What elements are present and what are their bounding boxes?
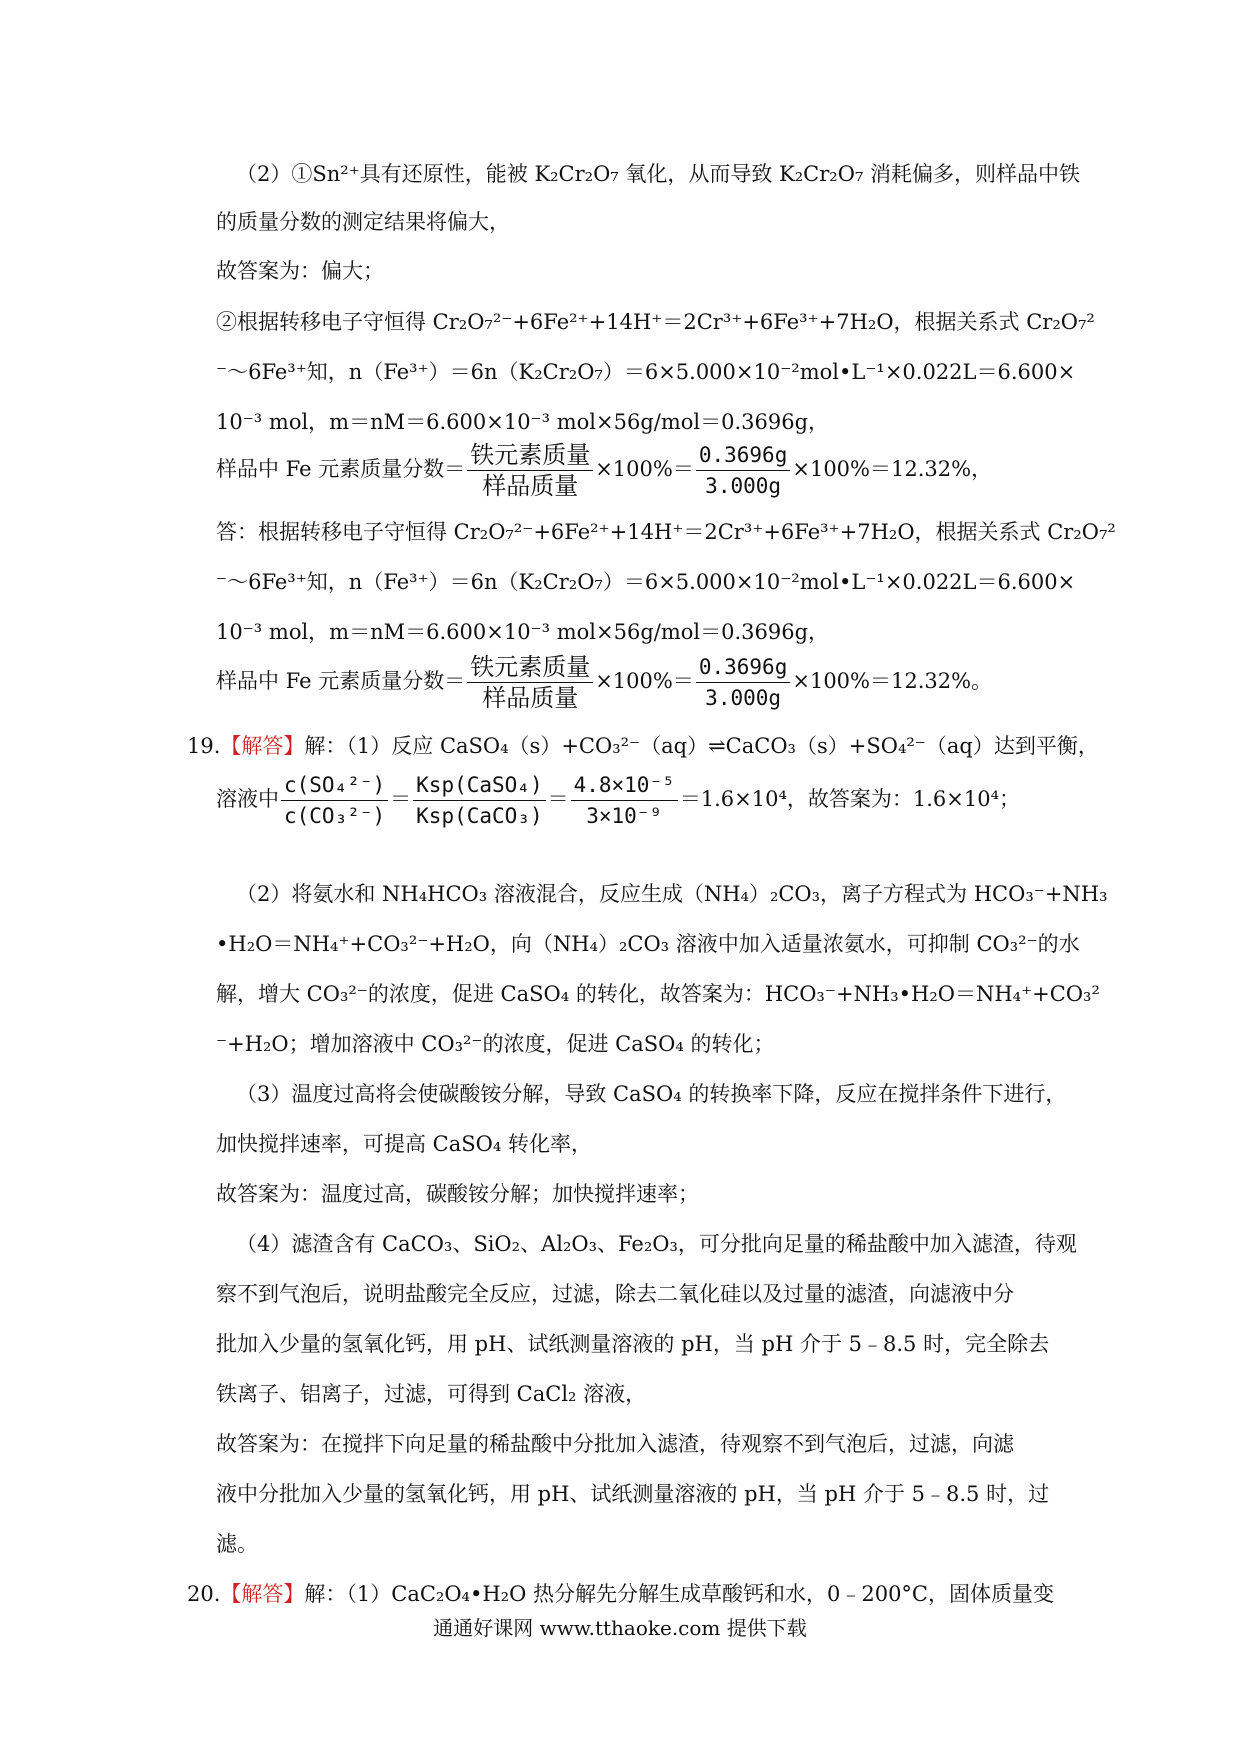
text-line: 解，增大 CO₃²⁻的浓度，促进 CaSO₄ 的转化，故答案为：HCO₃⁻+NH₃•H₂O＝NH₄⁺+CO₃²	[216, 982, 1100, 1006]
fe-fraction-line-2: 样品中 Fe 元素质量分数＝ $\frac{\text{铁元素质量}}{\text{样品质量}}$ ×100%＝ $\frac{0.3696g}{3.000g}$ ×100%＝12.32%。	[216, 653, 993, 712]
text-line: ②根据转移电子守恒得 Cr₂O₇²⁻+6Fe²⁺+14H⁺＝2Cr³⁺+6Fe³⁺+7H₂O，根据关系式 Cr₂O₇²	[216, 310, 1095, 334]
text-line: 的质量分数的测定结果将偏大，	[216, 210, 510, 234]
text-line: 察不到气泡后，说明盐酸完全反应，过滤，除去二氧化硅以及过量的滤渣，向滤液中分	[216, 1282, 1014, 1306]
text-line: 铁离子、铝离子，过滤，可得到 CaCl₂ 溶液，	[216, 1382, 647, 1406]
question-19-heading: 19.【解答】解：（1）反应 CaSO₄（s）+CO₃²⁻（aq）⇌CaCO₃（s）+SO₄²⁻（aq）达到平衡，	[187, 734, 1099, 758]
text-line: 滤。	[216, 1532, 258, 1556]
text-line: 液中分批加入少量的氢氧化钙，用 pH、试纸测量溶液的 pH，当 pH 介于 5﹣8.5 时，过	[216, 1482, 1050, 1506]
text-line: ⁻+H₂O；增加溶液中 CO₃²⁻的浓度，促进 CaSO₄ 的转化；	[216, 1032, 775, 1056]
text-line: •H₂O＝NH₄⁺+CO₃²⁻+H₂O，向（NH₄）₂CO₃ 溶液中加入适量浓氨水，可抑制 CO₃²⁻的水	[216, 932, 1080, 956]
text-line: 10⁻³ mol，m＝nM＝6.600×10⁻³ mol×56g/mol＝0.3696g，	[216, 410, 830, 434]
text-line: ⁻～6Fe³⁺知，n（Fe³⁺）＝6n（K₂Cr₂O₇）＝6×5.000×10⁻²mol•L⁻¹×0.022L＝6.600×	[216, 360, 1076, 384]
text-line: 加快搅拌速率，可提高 CaSO₄ 转化率，	[216, 1132, 592, 1156]
footer-source: 通通好课网 www.tthaoke.com 提供下载	[433, 1616, 807, 1640]
fe-fraction-line-1: 样品中 Fe 元素质量分数＝ $\frac{\text{铁元素质量}}{\text{样品质量}}$ ×100%＝ $\frac{0.3696g}{3.000g}$ ×100%＝12.32%，	[216, 441, 993, 500]
ksp-fraction-line: 溶液中 $\frac{\text{c(SO₄²⁻)}}{\text{c(CO₃²⁻)}}$ ＝ $\frac{\text{Ksp(CaSO₄)}}{\text{Ksp(CaCO₃)}}$ ＝ $\frac{\text{4.8×10⁻⁵}}{\text{3×10⁻⁹}}$ ＝1.6×10⁴，故答案为：1.6×10⁴；	[216, 770, 1020, 831]
question-20-heading: 20.【解答】解：（1）CaC₂O₄•H₂O 热分解先分解生成草酸钙和水，0﹣200°C，固体质量变	[187, 1582, 1054, 1606]
text-line: （2）①Sn²⁺具有还原性，能被 K₂Cr₂O₇ 氧化，从而导致 K₂Cr₂O₇ 消耗偏多，则样品中铁	[236, 162, 1081, 186]
text-line: 批加入少量的氢氧化钙，用 pH、试纸测量溶液的 pH，当 pH 介于 5﹣8.5 时，完全除去	[216, 1332, 1050, 1356]
text-line: （2）将氨水和 NH₄HCO₃ 溶液混合，反应生成（NH₄）₂CO₃，离子方程式为 HCO₃⁻+NH₃	[236, 882, 1108, 906]
text-line: ⁻～6Fe³⁺知，n（Fe³⁺）＝6n（K₂Cr₂O₇）＝6×5.000×10⁻²mol•L⁻¹×0.022L＝6.600×	[216, 570, 1076, 594]
text-line: 故答案为：温度过高，碳酸铵分解；加快搅拌速率；	[216, 1182, 699, 1206]
text-line: 故答案为：偏大；	[216, 259, 384, 283]
text-line: （4）滤渣含有 CaCO₃、SiO₂、Al₂O₃、Fe₂O₃，可分批向足量的稀盐酸中加入滤渣，待观	[236, 1232, 1077, 1256]
text-line: 故答案为：在搅拌下向足量的稀盐酸中分批加入滤渣，待观察不到气泡后，过滤，向滤	[216, 1432, 1014, 1456]
text-line: （3）温度过高将会使碳酸铵分解，导致 CaSO₄ 的转换率下降，反应在搅拌条件下进行，	[236, 1082, 1067, 1106]
text-line: 10⁻³ mol，m＝nM＝6.600×10⁻³ mol×56g/mol＝0.3696g，	[216, 620, 830, 644]
text-line: 答：根据转移电子守恒得 Cr₂O₇²⁻+6Fe²⁺+14H⁺＝2Cr³⁺+6Fe³⁺+7H₂O，根据关系式 Cr₂O₇²	[216, 520, 1116, 544]
